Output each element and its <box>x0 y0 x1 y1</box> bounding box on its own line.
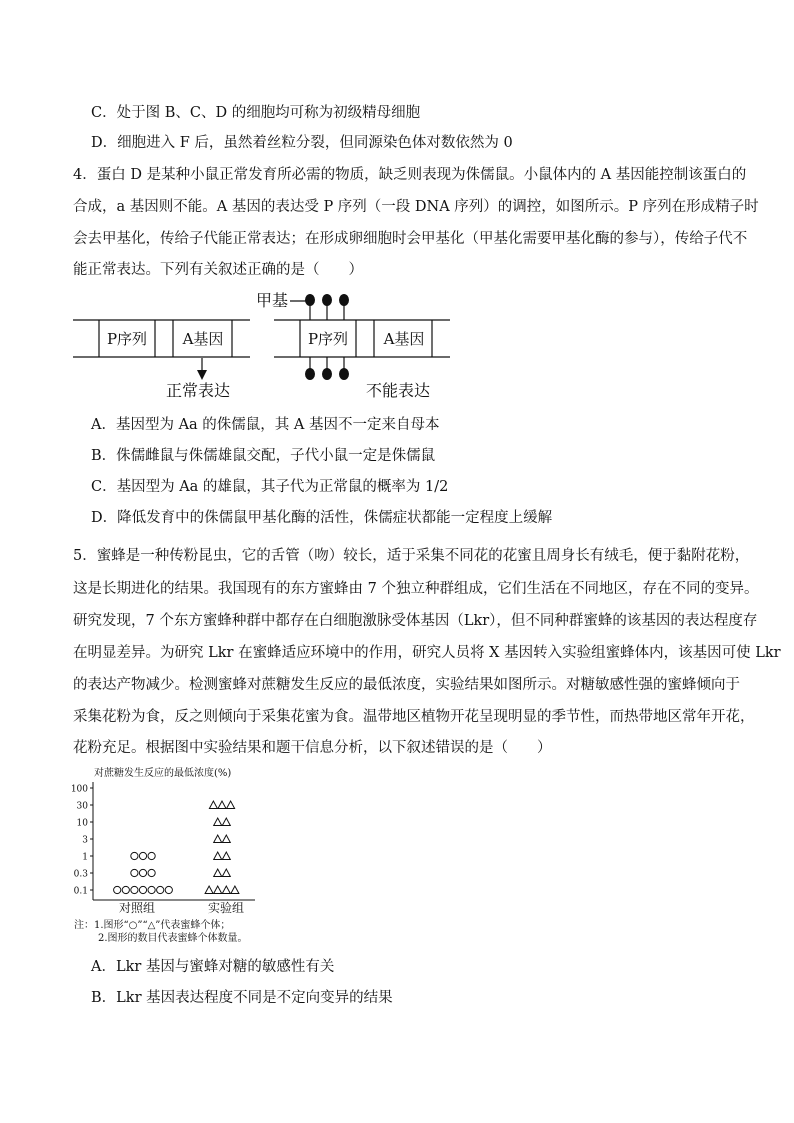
experiment-bee-point <box>214 835 222 843</box>
methyl-dot <box>305 368 315 380</box>
q5-option-b: B．Lkr 基因表达程度不同是不定向变异的结果 <box>91 990 393 1006</box>
experiment-bee-point <box>205 886 213 894</box>
dna-methylated <box>256 291 450 400</box>
q4-option-c: C．基因型为 Aa 的雄鼠，其子代为正常鼠的概率为 1/2 <box>91 479 449 495</box>
q5-stem-line-1: 5．蜜蜂是一种传粉昆虫，它的舌管（吻）较长，适于采集不同花的花蜜且周身长有绒毛，便于黏附花粉， <box>73 548 750 564</box>
y-tick-label: 3 <box>82 835 88 846</box>
q4-dna-figure <box>0 0 794 410</box>
a-gene-label-2: A基因 <box>383 330 425 348</box>
methyl-dot <box>322 368 332 380</box>
q4-option-b: B．侏儒雌鼠与侏儒雄鼠交配，子代小鼠一定是侏儒鼠 <box>91 448 436 464</box>
y-tick-label: 10 <box>76 818 88 829</box>
x-tick-label: 对照组 <box>118 901 156 915</box>
control-bee-point <box>139 852 146 859</box>
dna-normal <box>73 320 250 400</box>
experiment-bee-point <box>214 886 222 894</box>
arrow-icon <box>197 370 207 380</box>
q4-stem-line-2: 合成，a 基因则不能。A 基因的表达受 P 序列（一段 DNA 序列）的调控，如图所示。P 序列在形成精子时 <box>73 199 759 215</box>
x-tick-label: 实验组 <box>207 901 245 915</box>
q5-stem-line-7: 花粉充足。根据图中实验结果和题干信息分析，以下叙述错误的是（ ） <box>73 740 552 756</box>
y-tick-label: 1 <box>82 852 88 863</box>
control-bee-point <box>148 886 155 893</box>
control-bee-point <box>122 886 129 893</box>
methyl-dot <box>339 294 349 306</box>
chart-title: 对蔗糖发生反应的最低浓度(%) <box>94 768 232 779</box>
control-bee-point <box>139 869 146 876</box>
chart-note-1: 注：1.图形“○”“△”代表蜜蜂个体； <box>74 920 231 931</box>
control-bee-point <box>114 886 121 893</box>
experiment-bee-point <box>222 869 230 877</box>
p-sequence-label: P序列 <box>106 330 148 348</box>
experiment-bee-point <box>214 869 222 877</box>
control-bee-point <box>131 852 138 859</box>
methyl-label: 甲基 <box>256 291 289 310</box>
q4-option-a: A．基因型为 Aa 的侏儒鼠，其 A 基因不一定来自母本 <box>91 417 440 433</box>
y-tick-label: 30 <box>76 801 88 812</box>
experiment-bee-point <box>222 835 230 843</box>
q5-stem-line-6: 采集花粉为食，反之则倾向于采集花蜜为食。温带地区植物开花呈现明显的季节性，而热带地区常年开花， <box>73 709 755 725</box>
q4-stem-line-3: 会去甲基化，传给子代能正常表达；在形成卵细胞时会甲基化（甲基化需要甲基化酶的参与），传给子代不 <box>73 231 748 247</box>
y-tick-label: 0.3 <box>73 869 88 880</box>
experiment-bee-point <box>222 852 230 860</box>
q4-stem-line-1: 4．蛋白 D 是某种小鼠正常发育所必需的物质，缺乏则表现为侏儒鼠。小鼠体内的 A 基因能控制该蛋白的 <box>73 167 747 183</box>
experiment-bee-point <box>209 801 217 809</box>
methyl-dot <box>339 368 349 380</box>
chart-note-2: 2.图形的数目代表蜜蜂个体数量。 <box>98 933 248 944</box>
q5-stem-line-2: 这是长期进化的结果。我国现有的东方蜜蜂由 7 个独立种群组成，它们生活在不同地区，存在不同的变异。 <box>73 581 759 597</box>
experiment-bee-point <box>222 818 230 826</box>
p-sequence-label-2: P序列 <box>307 330 349 348</box>
cannot-express-label: 不能表达 <box>365 381 431 400</box>
q5-option-a: A．Lkr 基因与蜜蜂对糖的敏感性有关 <box>91 959 335 975</box>
sucrose-threshold-chart <box>0 760 794 950</box>
q5-stem-line-3: 研究发现，7 个东方蜜蜂种群中都存在白细胞激脉受体基因（Lkr），但不同种群蜜蜂的该基因的表达程度存 <box>73 613 758 629</box>
y-tick-label: 0.1 <box>73 886 88 897</box>
control-bee-point <box>131 869 138 876</box>
control-bee-point <box>165 886 172 893</box>
q3-option-c: C．处于图 B、C、D 的细胞均可称为初级精母细胞 <box>91 105 421 121</box>
methyl-dot <box>305 294 315 306</box>
q4-stem-line-4: 能正常表达。下列有关叙述正确的是（ ） <box>73 262 363 278</box>
q5-stem-line-5: 的表达产物减少。检测蜜蜂对蔗糖发生反应的最低浓度，实验结果如图所示。对糖敏感性强的蜜蜂倾向于 <box>73 677 740 693</box>
control-bee-point <box>148 852 155 859</box>
experiment-bee-point <box>231 886 239 894</box>
q4-option-d: D．降低发育中的侏儒鼠甲基化酶的活性，侏儒症状都能一定程度上缓解 <box>91 510 553 526</box>
experiment-bee-point <box>214 852 222 860</box>
normal-expression-label: 正常表达 <box>165 381 231 400</box>
methyl-dot <box>322 294 332 306</box>
control-bee-point <box>148 869 155 876</box>
experiment-bee-point <box>227 801 235 809</box>
control-bee-point <box>139 886 146 893</box>
control-bee-point <box>157 886 164 893</box>
experiment-bee-point <box>218 801 226 809</box>
experiment-bee-point <box>222 886 230 894</box>
q5-stem-line-4: 在明显差异。为研究 Lkr 在蜜蜂适应环境中的作用，研究人员将 X 基因转入实验组蜜蜂体内，该基因可使 Lkr <box>73 645 781 661</box>
experiment-bee-point <box>214 818 222 826</box>
control-bee-point <box>131 886 138 893</box>
y-tick-label: 100 <box>70 784 88 795</box>
a-gene-label: A基因 <box>182 330 224 348</box>
q3-option-d: D．细胞进入 F 后，虽然着丝粒分裂，但同源染色体对数依然为 0 <box>91 135 513 151</box>
